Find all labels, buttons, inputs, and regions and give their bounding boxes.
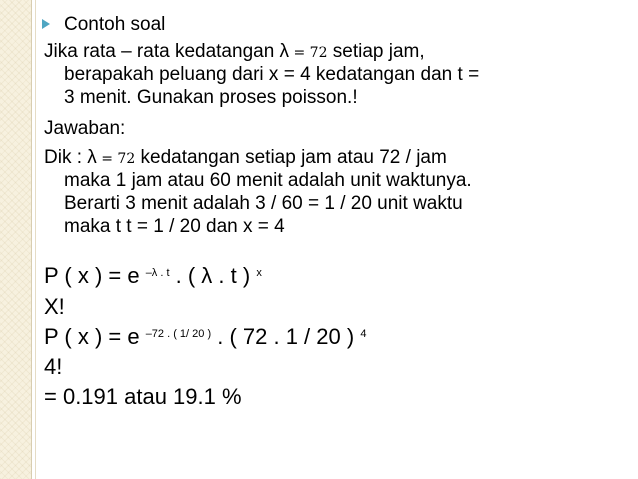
formula-general-denominator: X!: [44, 294, 65, 319]
slide-heading: Contoh soal: [64, 14, 166, 35]
formula-substituted-denominator: 4!: [44, 354, 63, 379]
decorative-side-band: [0, 0, 31, 479]
bullet-arrow-icon: [42, 19, 50, 29]
given-line-2: maka 1 jam atau 60 menit adalah unit waktunya.: [64, 170, 472, 191]
question-line-1: Jika rata – rata kedatangan λ = 72 setiap jam,: [44, 41, 425, 62]
side-band-divider-inner: [35, 0, 36, 479]
given-line-3: Berarti 3 menit adalah 3 / 60 = 1 / 20 unit waktu: [64, 193, 463, 214]
given-line-4: maka t t = 1 / 20 dan x = 4: [64, 216, 285, 237]
formula-substituted: P ( x ) = e $^{-72 . ( 1/ 20 )}$ . ( 72 . 1 / 20 ) $^4$: [44, 324, 367, 349]
side-band-divider: [31, 0, 32, 479]
question-line-3: 3 menit. Gunakan proses poisson.!: [64, 87, 358, 108]
question-line-2: berapakah peluang dari x = 4 kedatangan dan t =: [64, 64, 480, 85]
answer-label: Jawaban:: [44, 118, 126, 139]
formula-general: P ( x ) = e $^{-\lambda . t}$ . ( λ . t ) $^x$: [44, 263, 262, 288]
given-line-1: Dik : λ = 72 kedatangan setiap jam atau 72 / jam: [44, 147, 447, 168]
formula-result: = 0.191 atau 19.1 %: [44, 384, 242, 409]
